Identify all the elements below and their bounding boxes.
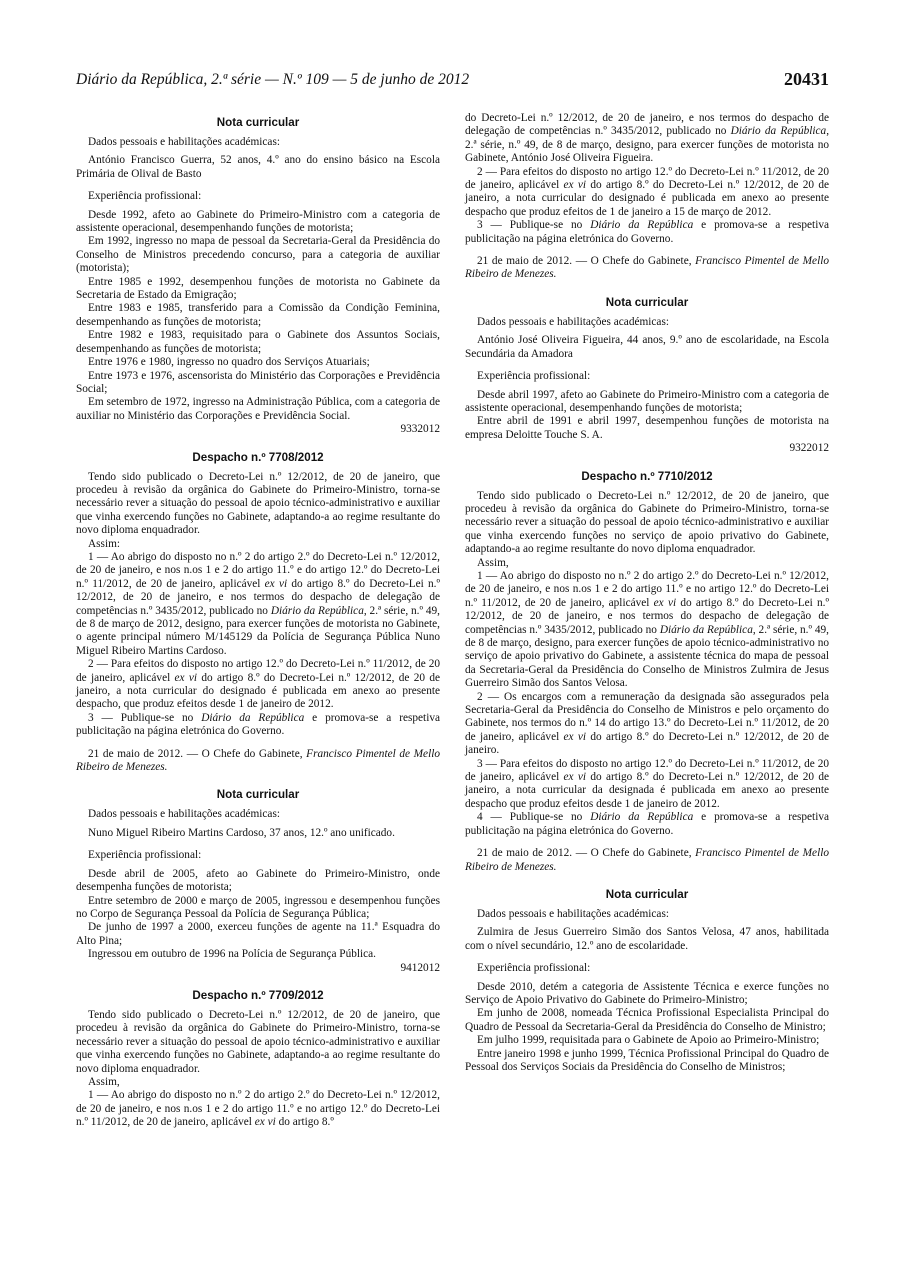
paragraph: 1 — Ao abrigo do disposto no n.º 2 do artigo 2.º do Decreto-Lei n.º 12/2012, de 20 de janeiro, e nos n.os 1 e 2 do artigo 11.º e no artigo 12.º do Decreto-Lei n.º 11/2012, de 20 de janeiro, aplicável ex vi do artigo 8.º do Decreto-Lei n.º 12/2012, de 20 de janeiro, e nos termos do despacho de delegação de competências n.º 3435/2012, publicado no Diário da República, 2.ª série, n.º 49, de 8 de março, designo, para exercer funções de apoio técnico-administrativo no serviço de apoio privativo do Gabinete, a assistente técnica do mapa de pessoal da Secretaria-Geral da Presidência do Conselho de Ministros Zulmira de Jesus Guerreiro Simão dos Santos Velosa. xyxy=(465,569,830,690)
list-item: Entre setembro de 2000 e março de 2005, ingressou e desempenhou funções no Corpo de Segurança Pessoal da Polícia de Segurança Pública; xyxy=(76,894,440,920)
paragraph: 2 — Para efeitos do disposto no artigo 12.º do Decreto-Lei n.º 11/2012, de 20 de janeiro, aplicável ex vi do artigo 8.º do Decreto-Lei n.º 12/2012, de 20 de janeiro, a nota curricular do designado é publicada em anexo ao presente despacho que produz efeitos de 1 de janeiro a 15 de março de 2012. xyxy=(465,165,829,218)
list-item: Em 1992, ingresso no mapa de pessoal da Secretaria-Geral da Presidência do Conselho de Ministros precedendo concurso, para a categoria de auxiliar (motorista); xyxy=(76,235,440,275)
paragraph: Assim, xyxy=(88,1075,120,1088)
paragraph: Assim: xyxy=(88,537,121,550)
list-item: Entre 1982 e 1983, requisitado para o Gabinete dos Assuntos Sociais, desempenhando as funções de motorista; xyxy=(76,329,440,355)
list-item: De junho de 1997 a 2000, exerceu funções de agente na 11.ª Esquadra do Alto Pina; xyxy=(76,921,440,947)
list-item: Em julho 1999, requisitada para o Gabinete de Apoio ao Primeiro-Ministro; xyxy=(477,1034,820,1047)
section-heading: Nota curricular xyxy=(605,295,689,309)
list-item: Em junho de 2008, nomeada Técnica Profissional Especialista Principal do Quadro de Pessoal da Secretaria-Geral da Presidência do Conselho de Ministro; xyxy=(465,1007,829,1033)
list-item: Entre 1983 e 1985, transferido para a Comissão da Condição Feminina, desempenhando as funções de motorista; xyxy=(76,302,440,328)
list-item: Ingressou em outubro de 1996 na Polícia de Segurança Pública. xyxy=(88,948,376,961)
despacho-7708 xyxy=(76,451,440,775)
paragraph: 2 — Para efeitos do disposto no artigo 12.º do Decreto-Lei n.º 11/2012, de 20 de janeiro, aplicável ex vi do artigo 8.º do Decreto-Lei n.º 12/2012, de 20 de janeiro, a nota curricular do designado é publicada em anexo ao presente despacho, que produz efeitos desde 1 de janeiro de 2012. xyxy=(76,658,440,711)
reference-number: 9332012 xyxy=(400,423,440,436)
paragraph: 2 — Os encargos com a remuneração da designada são assegurados pela Secretaria-Geral da Presidência do Conselho de Ministros e pelo orçamento do Gabinete, nos termos do n.º 14 do artigo 13.º do Decreto-Lei n.º 11/2012, de 20 de janeiro, aplicável ex vi do artigo 8.º do Decreto-Lei n.º 12/2012, de 20 de janeiro. xyxy=(465,690,829,757)
paragraph: 1 — Ao abrigo do disposto no n.º 2 do artigo 2.º do Decreto-Lei n.º 12/2012, de 20 de janeiro, e nos n.os 1 e 2 do artigo 11.º e do artigo 12.º do Decreto-Lei n.º 11/2012, de 20 de janeiro, aplicável ex vi do artigo 8.º do Decreto-Lei n.º 12/2012, de 20 de janeiro, e nos termos do despacho de delegação de competências n.º 3435/2012, publicado no Diário da República, 2.ª série, n.º 49, de 8 de março de 2012, designo, para exercer funções de motorista no Gabinete, o agente principal número M/145129 da Polícia de Segurança Pública Nuno Miguel Ribeiro Martins Cardoso. xyxy=(76,550,441,657)
page-header xyxy=(76,71,829,95)
paragraph: 3 — Publique-se no Diário da República e promova-se a respetiva publicitação na página eletrónica do Governo. xyxy=(76,711,441,738)
list-item: Desde abril 1997, afeto ao Gabinete do Primeiro-Ministro com a categoria de assistente operacional, desempenhando funções de motorista; xyxy=(465,388,829,414)
paragraph: Tendo sido publicado o Decreto-Lei n.º 12/2012, de 20 de janeiro, que procedeu à revisão da orgânica do Gabinete do Primeiro-Ministro, torna-se necessário rever a situação do pessoal de apoio técnico-administrativo e auxiliar que vinha exercendo funções no Gabinete, adaptando-a ao regime resultante do novo diploma enquadrador. xyxy=(76,470,440,537)
list-item: Desde 2010, detém a categoria de Assistente Técnica e exerce funções no Serviço de Apoio Privativo do Gabinete do Primeiro-Ministro; xyxy=(465,980,829,1006)
nota-curricular-guerra xyxy=(76,116,440,437)
paragraph: António José Oliveira Figueira, 44 anos, 9.º ano de escolaridade, na Escola Secundária da Amadora xyxy=(465,334,829,360)
nota-curricular-velosa xyxy=(465,888,829,1074)
list-item: Entre 1985 e 1992, desempenhou funções de motorista no Gabinete da Secretaria de Estado da Emigração; xyxy=(76,275,440,302)
section-heading: Nota curricular xyxy=(216,116,300,129)
paragraph: António Francisco Guerra, 52 anos, 4.º ano do ensino básico na Escola Primária de Olival de Basto xyxy=(76,154,440,180)
despacho-7710 xyxy=(465,470,829,874)
list-item: Entre janeiro 1998 e junho 1999, Técnica Profissional Principal do Quadro de Pessoal dos Serviços Sociais da Presidência do Conselho de Ministros; xyxy=(465,1047,829,1073)
paragraph: 3 — Para efeitos do disposto no artigo 12.º do Decreto-Lei n.º 11/2012, de 20 de janeiro, aplicável ex vi do artigo 8.º do Decreto-Lei n.º 12/2012, de 20 de janeiro, a nota curricular da designada é publicada em anexo ao presente despacho que produz efeitos desde 1 de janeiro de 2012. xyxy=(465,757,829,810)
despacho-7709 xyxy=(76,989,440,1130)
journal-title: Diário da República, 2.ª série — N.º 109 — 5 de junho de 2012 xyxy=(76,71,470,88)
signature: 21 de maio de 2012. — O Chefe do Gabinete, Francisco Pimentel de Mello Ribeiro de Menezes. xyxy=(76,747,441,774)
paragraph: 3 — Publique-se no Diário da República e promova-se a respetiva publicitação na página eletrónica do Governo. xyxy=(465,219,830,245)
reference-number: 9412012 xyxy=(400,961,440,974)
nota-curricular-cardoso xyxy=(76,788,440,974)
list-item: Entre 1973 e 1976, ascensorista do Ministério das Corporações e Previdência Social; xyxy=(76,369,440,395)
paragraph: Dados pessoais e habilitações académicas: xyxy=(477,315,669,328)
paragraph: 1 — Ao abrigo do disposto no n.º 2 do artigo 2.º do Decreto-Lei n.º 12/2012, de 20 de janeiro, e nos n.os 1 e 2 do artigo 11.º e no artigo 12.º do Decreto-Lei n.º 11/2012, de 20 de janeiro, aplicável ex vi do artigo 8.º xyxy=(76,1089,440,1129)
paragraph: do Decreto-Lei n.º 12/2012, de 20 de janeiro, e nos termos do despacho de delegação de competências n.º 3435/2012, publicado no Diário da República, 2.ª série, n.º 49, de 8 de março, designo, para exercer funções de motorista no Gabinete, António José Oliveira Figueira. xyxy=(465,112,830,165)
paragraph: Dados pessoais e habilitações académicas: xyxy=(477,907,669,920)
signature: 21 de maio de 2012. — O Chefe do Gabinete, Francisco Pimentel de Mello Ribeiro de Menezes. xyxy=(465,255,830,281)
nota-curricular-figueira xyxy=(465,296,829,456)
paragraph: Zulmira de Jesus Guerreiro Simão dos Santos Velosa, 47 anos, habilitada com o nível secundário, 12.º ano de escolaridade. xyxy=(465,926,829,952)
section-heading: Despacho n.º 7709/2012 xyxy=(192,988,324,1002)
list-item: Desde abril de 2005, afeto ao Gabinete do Primeiro-Ministro, onde desempenha funções de motorista; xyxy=(76,867,440,894)
paragraph: Experiência profissional: xyxy=(88,849,202,862)
despacho-7709-continued xyxy=(465,112,829,282)
paragraph: Dados pessoais e habilitações académicas: xyxy=(88,808,280,821)
list-item: Desde 1992, afeto ao Gabinete do Primeiro-Ministro com a categoria de assistente operacional, desempenhando funções de motorista; xyxy=(76,208,440,235)
left-column xyxy=(76,112,440,1130)
paragraph: Experiência profissional: xyxy=(477,370,591,383)
list-item: Em setembro de 1972, ingresso na Administração Pública, com a categoria de auxiliar no Ministério das Corporações e Previdência Social. xyxy=(76,396,440,422)
paragraph: Nuno Miguel Ribeiro Martins Cardoso, 37 anos, 12.º ano unificado. xyxy=(88,826,395,839)
section-heading: Nota curricular xyxy=(216,788,300,802)
paragraph: Tendo sido publicado o Decreto-Lei n.º 12/2012, de 20 de janeiro, que procedeu à revisão da orgânica do Gabinete do Primeiro-Ministro, torna-se necessário rever a situação do pessoal de apoio técnico-administrativo e auxiliar que vinha exercendo funções no serviço de apoio privativo do Gabinete, adaptando-a ao regime resultante do novo diploma enquadrador. xyxy=(465,489,829,556)
right-column xyxy=(465,112,829,1074)
paragraph: Assim, xyxy=(477,556,509,569)
paragraph: Dados pessoais e habilitações académicas: xyxy=(88,136,280,148)
section-heading: Despacho n.º 7708/2012 xyxy=(192,450,324,464)
paragraph: 4 — Publique-se no Diário da República e promova-se a respetiva publicitação na página eletrónica do Governo. xyxy=(465,811,830,837)
list-item: Entre 1976 e 1980, ingresso no quadro dos Serviços Atuariais; xyxy=(88,356,370,369)
reference-number: 9322012 xyxy=(789,442,829,455)
section-heading: Nota curricular xyxy=(605,887,689,901)
page-number: 20431 xyxy=(784,69,829,89)
paragraph: Experiência profissional: xyxy=(88,190,202,203)
paragraph: Tendo sido publicado o Decreto-Lei n.º 12/2012, de 20 de janeiro, que procedeu à revisão da orgânica do Gabinete do Primeiro-Ministro, torna-se necessário rever a situação do pessoal de apoio técnico-administrativo e auxiliar que vinha exercendo funções no Gabinete, adaptando-a ao regime resultante do novo diploma enquadrador. xyxy=(76,1008,440,1075)
section-heading: Despacho n.º 7710/2012 xyxy=(581,469,713,483)
paragraph: Experiência profissional: xyxy=(477,962,591,975)
list-item: Entre abril de 1991 e abril 1997, desempenhou funções de motorista na empresa Deloitte Touche S. A. xyxy=(465,415,829,441)
signature: 21 de maio de 2012. — O Chefe do Gabinete, Francisco Pimentel de Mello Ribeiro de Menezes. xyxy=(465,847,830,873)
